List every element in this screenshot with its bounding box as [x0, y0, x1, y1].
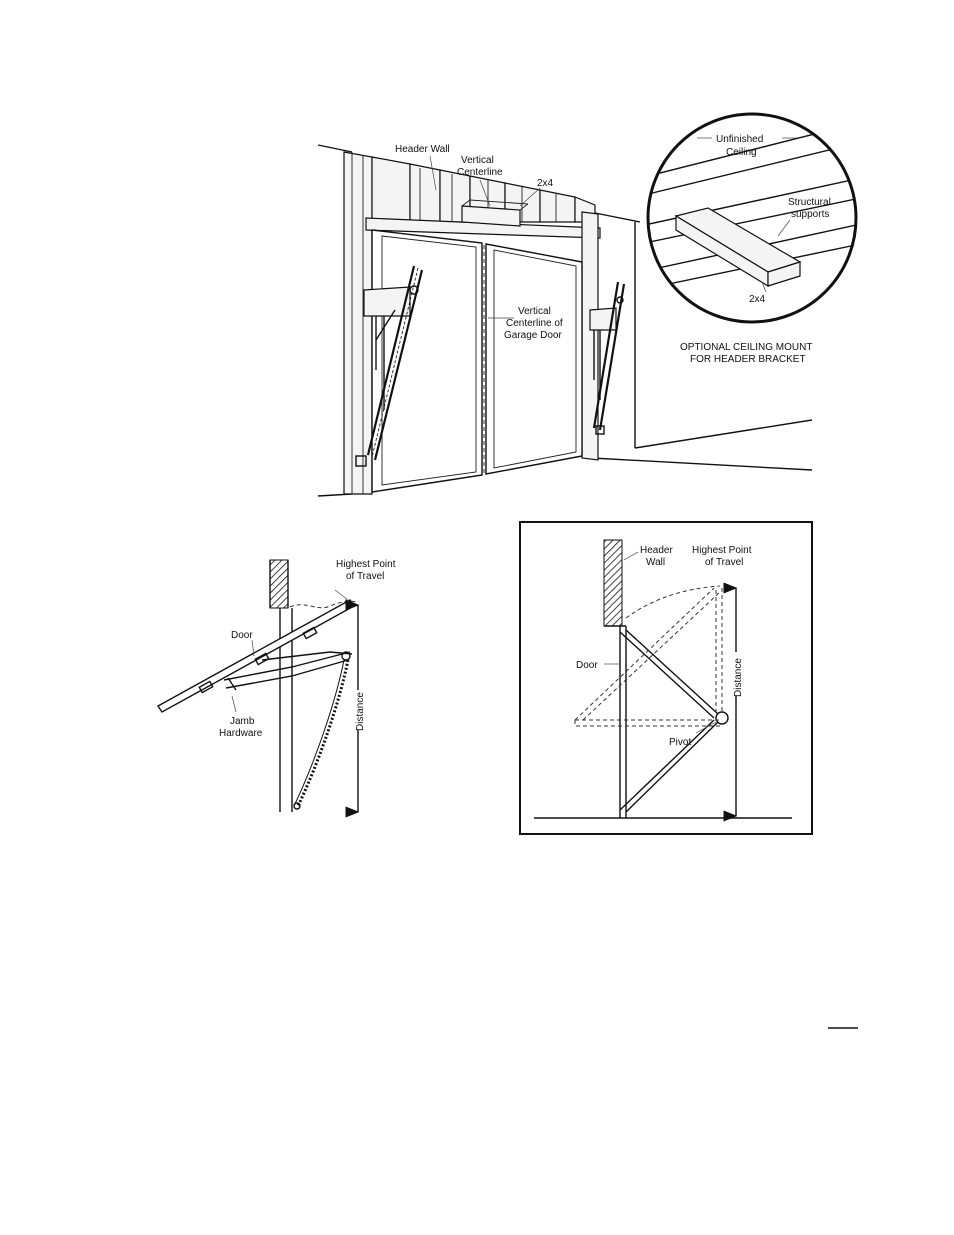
- inset-label-unfinished-2: Ceiling: [726, 147, 757, 158]
- right-fig-header-2: Wall: [646, 557, 666, 568]
- inset-caption-1: OPTIONAL CEILING MOUNT: [680, 342, 813, 353]
- right-fig-header-1: Header: [640, 545, 673, 556]
- inset-label-structural-1: Structural: [788, 197, 831, 208]
- left-fig-highest-1: Highest Point: [336, 559, 396, 570]
- right-fig-pivot: Pivot: [669, 737, 692, 748]
- right-fig-highest-2: of Travel: [705, 557, 744, 568]
- bottom-left-figure: [158, 559, 396, 812]
- left-fig-jamb-1: Jamb: [230, 716, 255, 727]
- label-2x4-top: 2x4: [537, 178, 554, 189]
- left-fig-door: [158, 600, 354, 712]
- inset-label-structural-2: supports: [791, 209, 830, 220]
- label-header-wall: Header Wall: [395, 144, 450, 155]
- right-fig-door: Door: [576, 660, 598, 671]
- inset-label-unfinished-1: Unfinished: [716, 134, 764, 145]
- right-fig-highest-1: Highest Point: [692, 545, 752, 556]
- bottom-right-figure: [520, 522, 812, 834]
- label-vertical-centerline-2: Centerline: [457, 167, 503, 178]
- left-fig-highest-2: of Travel: [346, 571, 385, 582]
- label-vcgd-3: Garage Door: [504, 330, 562, 341]
- label-vcgd-2: Centerline of: [506, 318, 563, 329]
- label-vcgd-1: Vertical: [518, 306, 551, 317]
- ceiling-mount-inset: [640, 114, 870, 365]
- right-door-panel: [486, 244, 582, 474]
- right-fig-distance: Distance: [733, 658, 744, 697]
- left-fig-door-label: Door: [231, 630, 253, 641]
- left-door-panel: [372, 230, 482, 492]
- left-fig-jamb-2: Hardware: [219, 728, 263, 739]
- label-vertical-centerline-1: Vertical: [461, 155, 494, 166]
- header-2x4-block: [462, 206, 520, 226]
- left-fig-distance: Distance: [355, 692, 366, 731]
- inset-caption-2: FOR HEADER BRACKET: [690, 354, 806, 365]
- inset-label-2x4: 2x4: [749, 294, 766, 305]
